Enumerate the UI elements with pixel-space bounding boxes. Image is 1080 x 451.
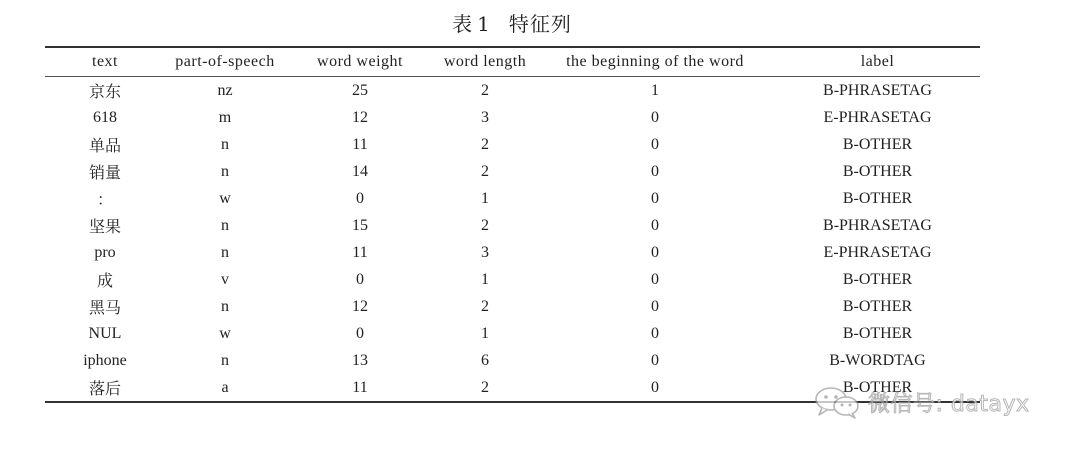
feature-table-container: [45, 46, 980, 403]
table-body: [45, 77, 980, 403]
cell-word-length: 2: [481, 81, 489, 99]
table-row: [45, 77, 980, 105]
cell-label: B-OTHER: [842, 135, 913, 153]
cell-part-of-speech: a: [221, 378, 229, 396]
cell-text: 坚果: [88, 219, 121, 236]
cell-word-length: 1: [481, 189, 489, 207]
table-row: [45, 104, 980, 131]
cell-label: B-OTHER: [842, 378, 913, 396]
cell-part-of-speech: n: [221, 216, 229, 234]
cell-word-length: 2: [481, 135, 489, 153]
cell-label: B-OTHER: [842, 324, 913, 342]
cell-beginning-of-word: 0: [651, 324, 659, 342]
cell-part-of-speech: n: [221, 162, 229, 180]
header-word-length: word length: [443, 53, 527, 70]
cell-beginning-of-word: 0: [651, 108, 659, 126]
cell-beginning-of-word: 0: [651, 135, 659, 153]
header-beginning-of-word: the beginning of the word: [566, 53, 744, 70]
cell-part-of-speech: w: [219, 324, 231, 342]
header-word-weight: word weight: [317, 53, 403, 70]
cell-beginning-of-word: 0: [651, 351, 659, 369]
cell-beginning-of-word: 0: [651, 378, 659, 396]
cell-beginning-of-word: 0: [651, 270, 659, 288]
cell-part-of-speech: n: [221, 135, 229, 153]
cell-text: 单品: [88, 138, 121, 155]
cell-text: 成: [96, 273, 113, 290]
cell-word-length: 1: [481, 270, 489, 288]
cell-label: B-WORDTAG: [829, 351, 926, 369]
caption-title: 特征列: [508, 12, 572, 36]
cell-beginning-of-word: 0: [651, 189, 659, 207]
cell-text: iphone: [83, 351, 127, 369]
cell-word-length: 2: [481, 297, 489, 315]
cell-word-weight: 11: [352, 378, 368, 396]
cell-word-length: 6: [481, 351, 489, 369]
cell-word-weight: 0: [356, 189, 364, 207]
cell-label: B-OTHER: [842, 189, 913, 207]
cell-text: 黑马: [88, 300, 121, 317]
cell-word-weight: 13: [352, 351, 368, 369]
cell-beginning-of-word: 0: [651, 162, 659, 180]
cell-beginning-of-word: 1: [651, 81, 659, 99]
table-row: [45, 158, 980, 185]
cell-word-weight: 25: [352, 81, 368, 99]
cell-word-length: 1: [481, 324, 489, 342]
cell-word-length: 2: [481, 162, 489, 180]
caption-prefix: 表: [452, 12, 474, 36]
cell-word-weight: 14: [352, 162, 368, 180]
cell-part-of-speech: n: [221, 297, 229, 315]
table-row: [45, 266, 980, 293]
cell-label: E-PHRASETAG: [823, 108, 932, 126]
cell-label: E-PHRASETAG: [823, 243, 932, 261]
cell-label: B-PHRASETAG: [823, 81, 932, 99]
header-text: text: [92, 53, 118, 70]
watermark: [810, 382, 1050, 422]
cell-text: 京东: [88, 84, 121, 101]
cell-word-weight: 12: [352, 297, 368, 315]
cell-text: pro: [94, 243, 116, 261]
cell-word-weight: 11: [352, 135, 368, 153]
table-row: [45, 185, 980, 212]
cell-text: 618: [93, 108, 117, 126]
cell-word-weight: 0: [356, 270, 364, 288]
cell-word-weight: 12: [352, 108, 368, 126]
cell-text: 销量: [88, 165, 121, 182]
cell-beginning-of-word: 0: [651, 216, 659, 234]
cell-label: B-OTHER: [842, 162, 913, 180]
cell-part-of-speech: w: [219, 189, 231, 207]
caption-number: 1: [477, 12, 491, 36]
watermark-text: 微信号: datayx: [868, 391, 1030, 417]
wechat-icon: [810, 384, 866, 420]
cell-text: 落后: [88, 381, 121, 398]
table-caption: [0, 8, 1024, 37]
feature-table: [45, 46, 980, 403]
cell-text: ：: [96, 192, 113, 209]
cell-part-of-speech: n: [221, 351, 229, 369]
cell-part-of-speech: v: [221, 270, 229, 288]
table-row: [45, 347, 980, 374]
cell-word-length: 2: [481, 216, 489, 234]
cell-beginning-of-word: 0: [651, 243, 659, 261]
cell-word-weight: 15: [352, 216, 368, 234]
cell-word-weight: 11: [352, 243, 368, 261]
cell-beginning-of-word: 0: [651, 297, 659, 315]
table-row: [45, 212, 980, 239]
cell-part-of-speech: nz: [217, 81, 233, 99]
cell-part-of-speech: m: [218, 108, 232, 126]
header-label: label: [860, 53, 895, 70]
table-row: [45, 293, 980, 320]
cell-word-weight: 0: [356, 324, 364, 342]
cell-label: B-OTHER: [842, 270, 913, 288]
cell-word-length: 2: [481, 378, 489, 396]
table-row: [45, 320, 980, 347]
cell-label: B-OTHER: [842, 297, 913, 315]
cell-label: B-PHRASETAG: [823, 216, 932, 234]
cell-word-length: 3: [481, 243, 489, 261]
table-row: [45, 131, 980, 158]
cell-text: NUL: [88, 324, 122, 342]
table-header-row: [45, 47, 980, 77]
table-row: [45, 239, 980, 266]
cell-part-of-speech: n: [221, 243, 229, 261]
header-part-of-speech: part-of-speech: [175, 53, 275, 70]
cell-word-length: 3: [481, 108, 489, 126]
